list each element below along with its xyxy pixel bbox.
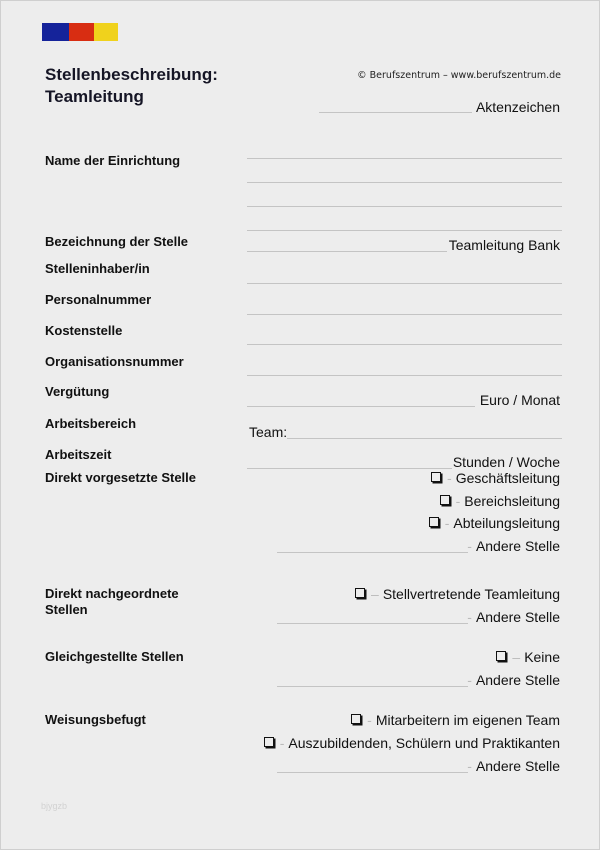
weisungsbefugt-option-azubis[interactable]: - Auszubildenden, Schülern und Praktikanten [264,735,560,751]
checkbox-icon[interactable] [351,714,361,724]
weisungsbefugt-option-team[interactable]: - Mitarbeitern im eigenen Team [351,712,560,728]
copyright-notice: © Berufszentrum – www.berufszentrum.de [357,70,561,81]
dash-separator: - [455,493,461,509]
bezeichnung-label: Bezeichnung der Stelle [45,234,189,249]
bezeichnung-value: Teamleitung Bank [448,237,560,253]
verguetung-unit: Euro / Monat [479,392,560,408]
stelleninhaber-field[interactable] [247,283,562,284]
checkbox-icon[interactable] [431,472,441,482]
checkbox-icon[interactable] [355,588,365,598]
dash-separator: - [367,712,372,728]
checkbox-icon[interactable] [440,495,450,505]
flag-logo [42,23,118,41]
nachgeordnete-option-stellvertretung[interactable]: – Stellvertretende Teamleitung [355,586,560,602]
arbeitszeit-unit: Stunden / Woche [452,454,560,470]
arbeitsbereich-prefix: Team: [249,424,288,440]
watermark: bjygzb [41,801,68,811]
nachgeordnete-other-field[interactable] [277,623,468,624]
gleichgestellte-other-label: - Andere Stelle [467,672,560,688]
einrichtung-field-line-2[interactable] [247,182,562,183]
personalnummer-field[interactable] [247,314,562,315]
organisationsnummer-field[interactable] [247,375,562,376]
dash-separator: – [512,649,521,665]
gleichgestellte-label: Gleichgestellte Stellen [45,649,184,664]
checkbox-icon[interactable] [264,737,274,747]
nachgeordnete-other-label: - Andere Stelle [467,609,560,625]
einrichtung-label: Name der Einrichtung [45,153,181,168]
personalnummer-label: Personalnummer [45,292,152,307]
weisungsbefugt-other-label: - Andere Stelle [467,758,560,774]
flag-blue-stripe [42,23,69,41]
dash-separator: - [279,735,285,751]
vorgesetzte-other-field[interactable] [277,552,468,553]
page-title [45,64,218,108]
verguetung-field[interactable] [247,406,475,407]
weisungsbefugt-other-field[interactable] [277,772,468,773]
kostenstelle-field[interactable] [247,344,562,345]
vorgesetzte-option-geschaeftsleitung[interactable]: - Geschäftsleitung [431,470,560,486]
aktenzeichen-field[interactable] [319,112,472,113]
vorgesetzte-option-abteilungsleitung[interactable]: - Abteilungsleitung [429,515,560,531]
vorgesetzte-option-bereichsleitung[interactable]: - Bereichsleitung [440,493,560,509]
arbeitsbereich-field[interactable] [287,438,562,439]
einrichtung-field-line-3[interactable] [247,206,562,207]
arbeitszeit-label: Arbeitszeit [45,447,112,462]
flag-red-stripe [69,23,94,41]
gleichgestellte-other-field[interactable] [277,686,468,687]
weisungsbefugt-label: Weisungsbefugt [45,712,146,727]
checkbox-icon[interactable] [496,651,506,661]
dash-separator: - [447,470,452,486]
einrichtung-field-line-1[interactable] [247,158,562,159]
organisationsnummer-label: Organisationsnummer [45,354,184,369]
aktenzeichen-label: Aktenzeichen [475,99,560,115]
stelleninhaber-label: Stelleninhaber/in [45,261,150,276]
arbeitsbereich-label: Arbeitsbereich [45,416,137,431]
arbeitszeit-field[interactable] [247,468,452,469]
bezeichnung-field[interactable] [247,251,447,252]
vorgesetzte-other-label: - Andere Stelle [467,538,560,554]
nachgeordnete-label: Direkt nachgeordnete Stellen [45,586,179,617]
kostenstelle-label: Kostenstelle [45,323,123,338]
dash-separator: - [444,515,450,531]
title-line-1: Stellenbeschreibung: [45,65,218,84]
vorgesetzte-label: Direkt vorgesetzte Stelle [45,470,197,485]
gleichgestellte-option-keine[interactable]: – Keine [496,649,560,665]
checkbox-icon[interactable] [429,517,439,527]
einrichtung-field-line-4[interactable] [247,230,562,231]
title-line-2: Teamleitung [45,87,144,106]
dash-separator: – [371,586,379,602]
flag-yellow-stripe [94,23,118,41]
verguetung-label: Vergütung [45,384,110,399]
